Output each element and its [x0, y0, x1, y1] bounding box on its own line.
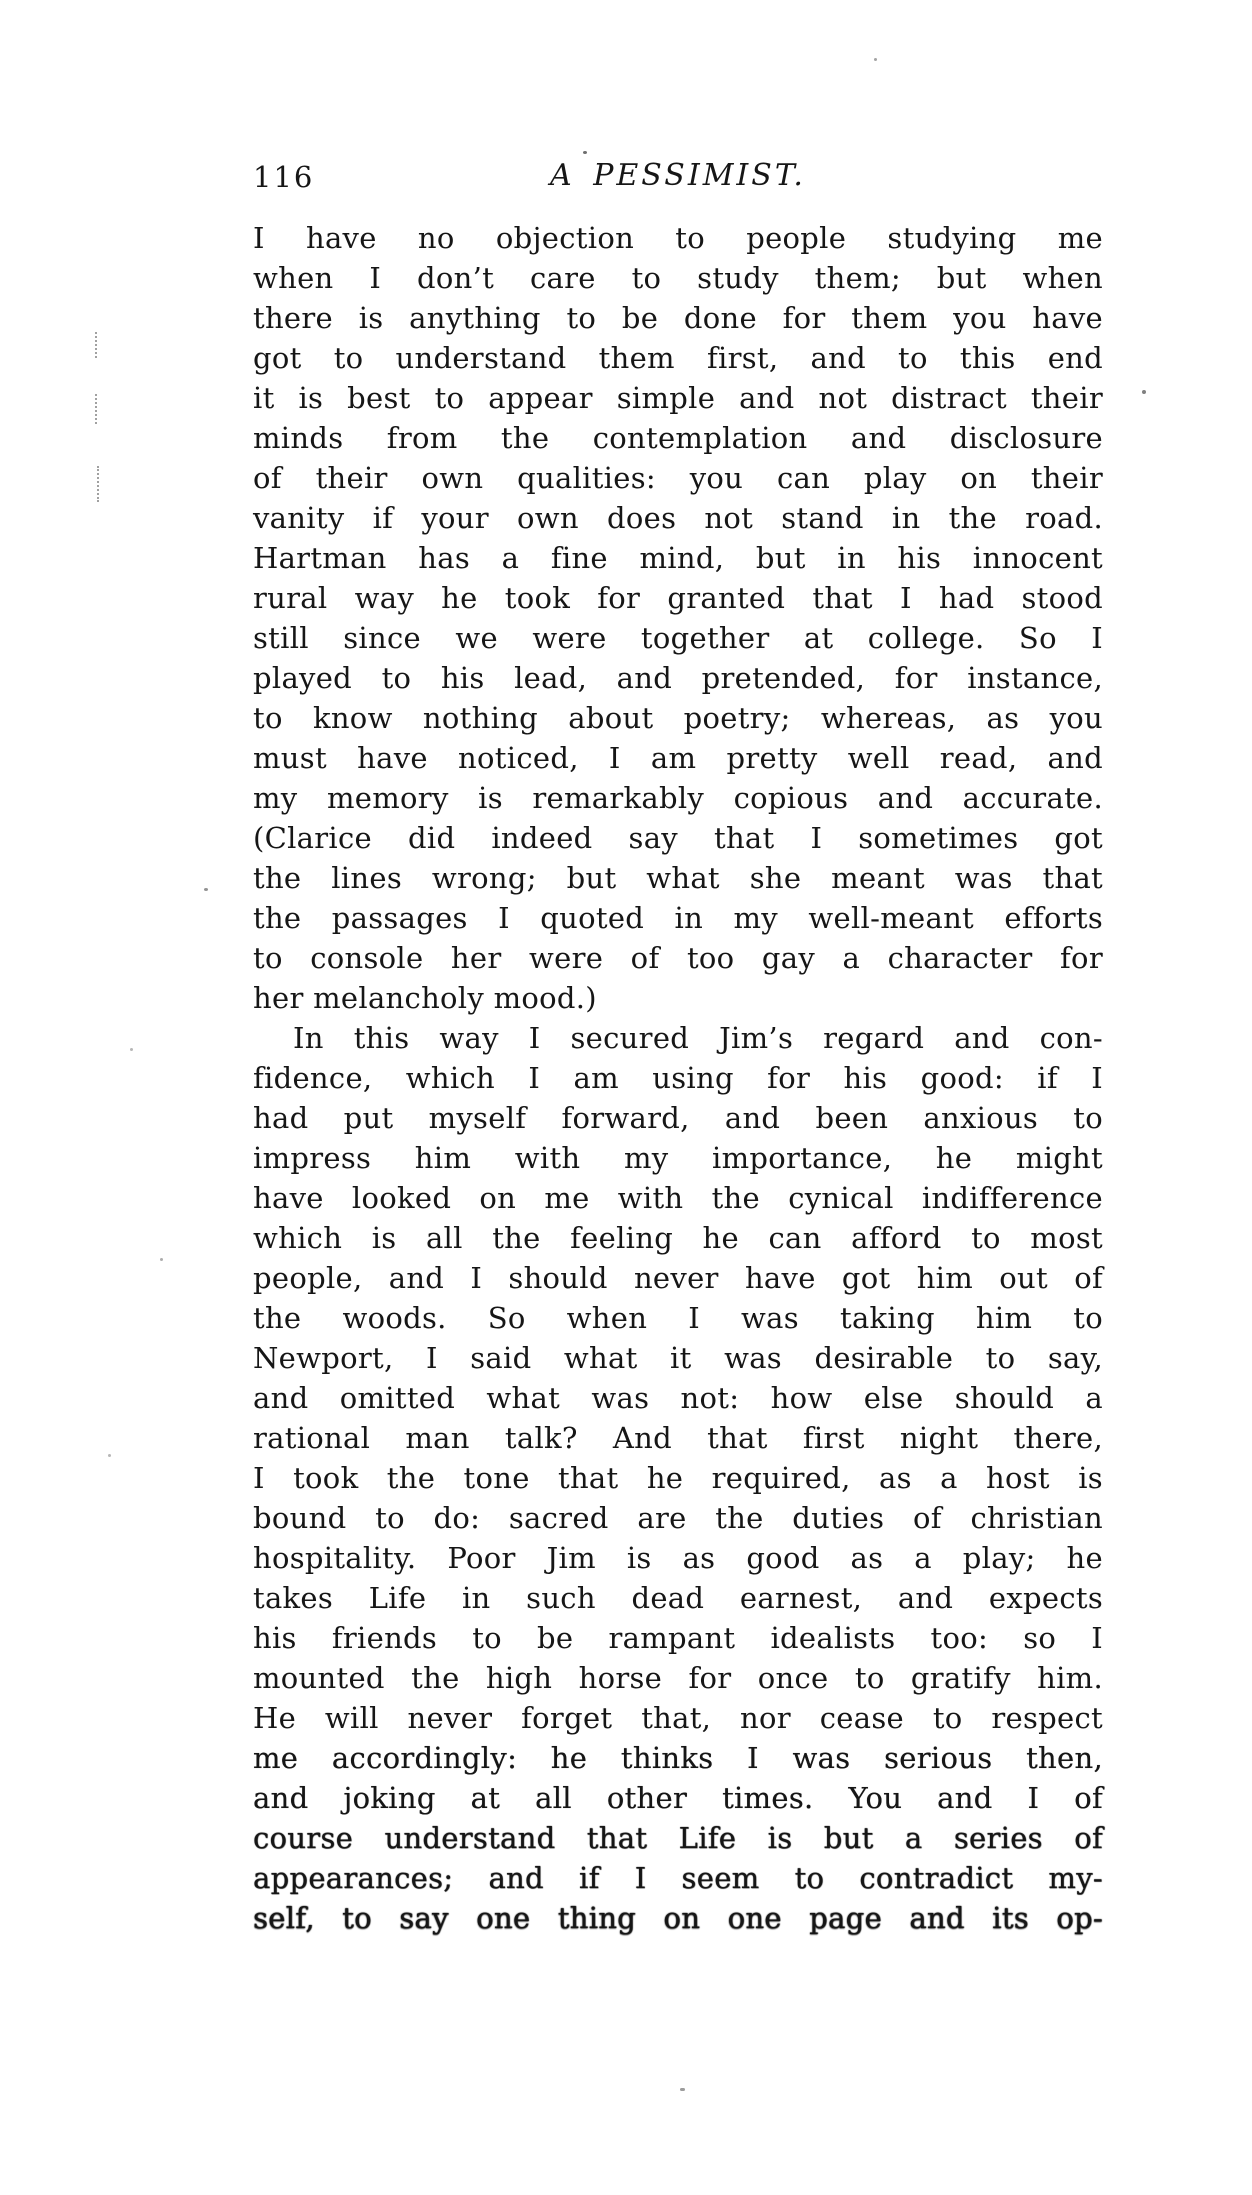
text-line: appearances; and if I seem to contradict my- — [253, 1861, 1103, 1895]
text-line: still since we were together at college. So I — [253, 621, 1103, 655]
text-line: minds from the contemplation and disclosure — [253, 421, 1103, 455]
scan-speck — [680, 2088, 685, 2091]
text-line: got to understand them first, and to this end — [253, 341, 1103, 375]
text-line: hospitality. Poor Jim is as good as a play; he — [253, 1541, 1103, 1575]
text-line: there is anything to be done for them you have — [253, 301, 1103, 335]
page-number: 116 — [253, 160, 315, 194]
text-line: played to his lead, and pretended, for instance, — [253, 661, 1103, 695]
text-line: He will never forget that, nor cease to respect — [253, 1701, 1103, 1735]
text-line: bound to do: sacred are the duties of christian — [253, 1501, 1103, 1535]
text-line: it is best to appear simple and not distract their — [253, 381, 1103, 415]
running-header-title: A PESSIMIST. — [550, 158, 806, 193]
text-line: impress him with my importance, he might — [253, 1141, 1103, 1175]
scan-speck — [1142, 390, 1146, 394]
text-line: vanity if your own does not stand in the road. — [253, 501, 1103, 535]
text-line: of their own qualities: you can play on their — [253, 461, 1103, 495]
text-line: have looked on me with the cynical indifference — [253, 1181, 1103, 1215]
text-line: I have no objection to people studying me — [253, 221, 1103, 255]
text-line: and omitted what was not: how else should a — [253, 1381, 1103, 1415]
text-line: rational man talk? And that first night there, — [253, 1421, 1103, 1455]
text-line: to know nothing about poetry; whereas, as you — [253, 701, 1103, 735]
text-line: takes Life in such dead earnest, and expects — [253, 1581, 1103, 1615]
text-line: the woods. So when I was taking him to — [253, 1301, 1103, 1335]
text-line: I took the tone that he required, as a host is — [253, 1461, 1103, 1495]
text-line: and joking at all other times. You and I of — [253, 1781, 1103, 1815]
text-line: had put myself forward, and been anxious to — [253, 1101, 1103, 1135]
text-line: In this way I secured Jim’s regard and con- — [293, 1021, 1103, 1055]
text-line: people, and I should never have got him out of — [253, 1261, 1103, 1295]
page-body-text — [253, 218, 1103, 1938]
text-line: the passages I quoted in my well-meant efforts — [253, 901, 1103, 935]
text-line: Newport, I said what it was desirable to say, — [253, 1341, 1103, 1375]
text-line: the lines wrong; but what she meant was that — [253, 861, 1103, 895]
text-line: my memory is remarkably copious and accurate. — [253, 781, 1103, 815]
scan-speck — [95, 394, 97, 424]
text-line: his friends to be rampant idealists too: so I — [253, 1621, 1103, 1655]
text-line: self, to say one thing on one page and its op- — [253, 1901, 1103, 1935]
text-line: mounted the high horse for once to gratify him. — [253, 1661, 1103, 1695]
scan-speck — [108, 1454, 111, 1457]
text-line: course understand that Life is but a series of — [253, 1821, 1103, 1855]
text-line: when I don’t care to study them; but when — [253, 261, 1103, 295]
scan-speck — [160, 1258, 163, 1261]
scan-speck — [97, 466, 99, 502]
text-line: to console her were of too gay a character for — [253, 941, 1103, 975]
scan-speck — [204, 888, 208, 891]
text-line: me accordingly: he thinks I was serious then, — [253, 1741, 1103, 1775]
text-line: must have noticed, I am pretty well read, and — [253, 741, 1103, 775]
text-line: her melancholy mood.) — [253, 981, 597, 1015]
scan-speck — [874, 58, 877, 61]
running-header — [253, 158, 1103, 200]
scan-speck — [95, 332, 97, 358]
text-line: which is all the feeling he can afford to most — [253, 1221, 1103, 1255]
scan-speck — [583, 151, 587, 154]
text-line: fidence, which I am using for his good: if I — [253, 1061, 1103, 1095]
text-line: Hartman has a fine mind, but in his innocent — [253, 541, 1103, 575]
text-line: (Clarice did indeed say that I sometimes got — [253, 821, 1103, 855]
text-line: rural way he took for granted that I had stood — [253, 581, 1103, 615]
scan-speck — [130, 1048, 133, 1051]
